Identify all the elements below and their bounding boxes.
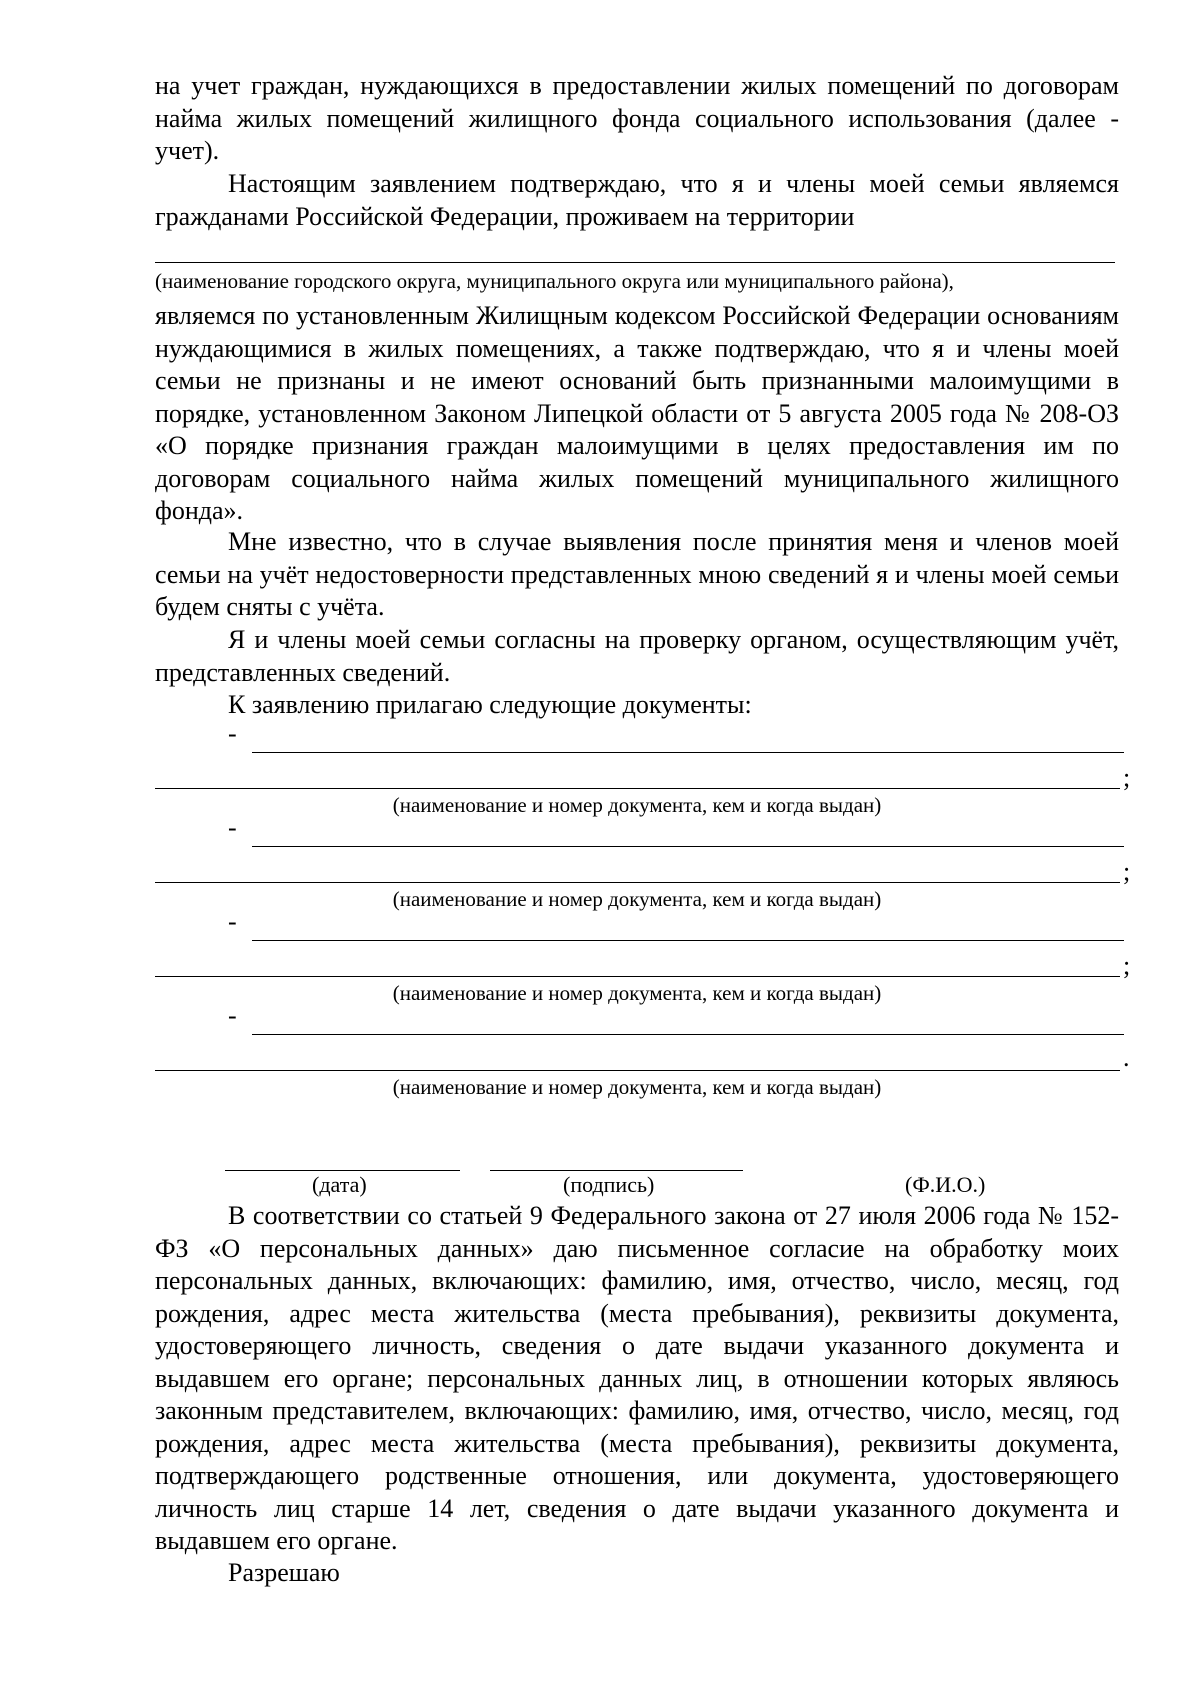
document-caption: (наименование и номер документа, кем и когда выдан)	[392, 1075, 882, 1099]
document-name-line	[252, 940, 1124, 941]
document-name-line	[252, 752, 1124, 753]
document-name-line-2	[155, 1070, 1120, 1071]
document-caption: (наименование и номер документа, кем и когда выдан)	[392, 887, 882, 911]
paragraph-attachments-intro: К заявлению прилагаю следующие документы:	[228, 690, 752, 719]
document-name-line	[252, 1034, 1124, 1035]
paragraph-citizenship: Настоящим заявлением подтверждаю, что я и члены моей семьи являемся гражданами Российской Федерации, проживаем на территории	[155, 169, 1119, 231]
date-signature-line	[225, 1170, 460, 1171]
paragraph-registration: на учет граждан, нуждающихся в предоставлении жилых помещений по договорам найма жилых помещений жилищного фонда социального использования (далее - учет).	[155, 71, 1119, 165]
signature-caption: (подпись)	[563, 1172, 655, 1197]
paragraph-awareness: Мне известно, что в случае выявления после принятия меня и членов моей семьи на учёт недостоверности представленных мною сведений я и члены моей семьи будем сняты с учёта.	[155, 527, 1119, 621]
document-dash: -	[228, 907, 237, 936]
document-end-mark: ;	[1123, 763, 1131, 792]
document-dash: -	[228, 813, 237, 842]
document-dash: -	[228, 719, 237, 748]
sign-signature-line	[490, 1170, 743, 1171]
paragraph-verification-consent: Я и члены моей семьи согласны на проверку органом, осуществляющим учёт, представленных сведений.	[155, 625, 1119, 687]
paragraph-housing-need: являемся по установленным Жилищным кодексом Российской Федерации основаниям нуждающимися в жилых помещениях, а также подтверждаю, что я и члены моей семьи не признаны и не имеют оснований быть признанными малоимущими в порядке, установленном Законом Липецкой области от 5 августа 2005 года № 208-ОЗ «О порядке признания граждан малоимущими в целях предоставления им по договорам социального найма жилых помещений муниципального жилищного фонда».	[155, 301, 1119, 525]
date-caption: (дата)	[312, 1172, 367, 1197]
territory-blank-line	[155, 262, 1115, 263]
full-name-caption: (Ф.И.О.)	[905, 1172, 986, 1197]
document-caption: (наименование и номер документа, кем и когда выдан)	[392, 793, 882, 817]
document-end-mark: ;	[1123, 857, 1131, 886]
document-end-mark: .	[1123, 1043, 1130, 1072]
document-end-mark: ;	[1123, 951, 1131, 980]
document-name-line	[252, 846, 1124, 847]
document-name-line-2	[155, 882, 1120, 883]
territory-caption: (наименование городского округа, муниципального округа или муниципального района),	[155, 269, 954, 293]
document-dash: -	[228, 1001, 237, 1030]
paragraph-personal-data-consent: В соответствии со статьей 9 Федерального закона от 27 июля 2006 года № 152-ФЗ «О персональных данных» даю письменное согласие на обработку моих персональных данных, включающих: фамилию, имя, отчество, число, месяц, год рождения, адрес места жительства (места пребывания), реквизиты документа, удостоверяющего личность, сведения о дате выдачи указанного документа и выдавшем его органе; персональных данных лиц, в отношении которых являюсь законным представителем, включающих: фамилию, имя, отчество, число, месяц, год рождения, адрес места жительства (места пребывания), реквизиты документа, подтверждающего родственные отношения, или документа, удостоверяющего личность лиц старше 14 лет, сведения о дате выдачи указанного документа и выдавшем его органе.	[155, 1201, 1119, 1555]
paragraph-permission: Разрешаю	[228, 1558, 340, 1587]
document-caption: (наименование и номер документа, кем и когда выдан)	[392, 981, 882, 1005]
document-name-line-2	[155, 976, 1120, 977]
document-name-line-2	[155, 788, 1120, 789]
